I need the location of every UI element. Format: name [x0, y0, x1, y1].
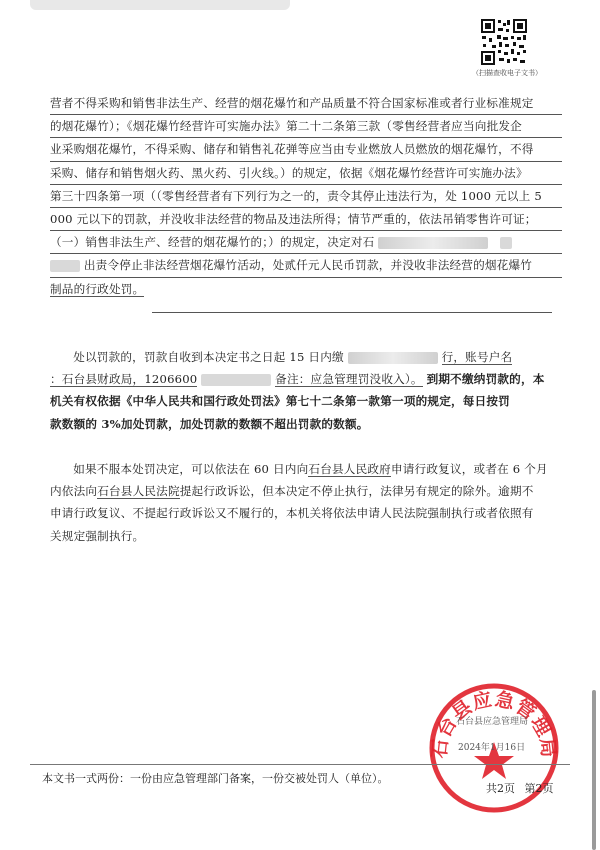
underline-rule [152, 312, 552, 313]
text-line: 机关有权依据《中华人民共和国行政处罚法》第七十二条第一款第一项的规定，每日按罚 [50, 394, 510, 409]
total-pages: 共2页 [486, 782, 515, 795]
text-line: 000 元以下的罚款，并没收非法经营的物品及违法所得；情节严重的，依法吊销零售许可证； [50, 208, 562, 231]
redacted-region [500, 237, 512, 249]
text-line: 业采购烟花爆竹，不得采购、储存和销售礼花弹等应当由专业燃放人员燃放的烟花爆竹，不得 [50, 138, 562, 161]
current-page: 第2页 [524, 782, 554, 795]
page-info [486, 780, 554, 796]
text-line: 申请行政复议、不提起行政诉讼又不履行的，本机关将依法申请人民法院强制执行或者依照有 [50, 506, 534, 521]
text-segment: 行，账号户名 [441, 350, 513, 364]
text-line [50, 368, 562, 390]
text-segment: 提起行政诉讼，但本决定不停止执行，法律另有规定的除外。逾期不 [179, 484, 534, 499]
paragraph-payment [50, 346, 562, 435]
text-segment: 到期不缴纳罚款的，本 [426, 372, 545, 387]
text-line: 第三十四条第一项（（零售经营者有下列行为之一的，责令其停止违法行为，处 1000 元以上 5 [50, 185, 562, 208]
footer-divider [30, 764, 570, 765]
text-segment: 备注：应急管理罚没收入）。 [275, 372, 423, 387]
text-segment: 石台县人民政府 [308, 462, 391, 476]
text-line: 采购、储存和销售烟火药、黑火药、引火线。）的规定，依据《烟花爆竹经营许可实施办法》 [50, 162, 562, 185]
text-segment: （一）销售非法生产、经营的烟花爆竹的；）的规定，决定对石 [50, 235, 375, 250]
text-segment: ：石台县财政局，1206600 [50, 372, 198, 387]
qr-caption: （扫描查收电子文书） [472, 69, 542, 77]
text-line [50, 278, 562, 300]
text-line [50, 254, 562, 277]
text-line: 营者不得采购和销售非法生产、经营的烟花爆竹和产品质量不符合国家标准或者行业标准规定 [50, 92, 562, 115]
text-line [50, 480, 562, 502]
text-segment: 石台县人民法院 [97, 484, 180, 499]
text-segment: 处以罚款的，罚款自收到本决定书之日起 15 日内缴 [73, 350, 344, 364]
top-scroll-indicator [30, 0, 290, 10]
scrollbar[interactable] [592, 690, 596, 850]
seal-text: 石台县应急管理局 [428, 688, 560, 760]
paragraph-penalty-basis [50, 92, 562, 300]
redacted-region [201, 374, 271, 386]
text-segment: 制品的行政处罚。 [50, 281, 145, 296]
text-line: 的烟花爆竹）；《烟花爆竹经营许可实施办法》第二十二条第三款（零售经营者应当向批发企 [50, 115, 562, 138]
text-segment: 出责令停止非法经营烟花爆竹活动，处贰仟元人民币罚款，并没收非法经营的烟花爆竹 [83, 258, 533, 273]
text-line [50, 231, 562, 254]
signer-name: 石台县应急管理局 [456, 717, 529, 727]
redacted-region [348, 352, 438, 364]
redacted-region [378, 237, 488, 249]
text-line [50, 458, 562, 480]
text-line [50, 346, 562, 368]
text-line: 关规定强制执行。 [50, 528, 145, 543]
qr-code-icon[interactable] [480, 18, 528, 66]
text-segment: 如果不服本处罚决定，可以依法在 60 日内向 [73, 462, 309, 476]
text-segment: 内依法向 [50, 484, 98, 499]
redacted-region [50, 260, 80, 272]
paragraph-appeal [50, 458, 562, 547]
issue-date: 2024年1月16日 [458, 743, 526, 753]
footer-note: 本文书一式两份：一份由应急管理部门备案，一份交被处罚人（单位）。 [42, 772, 389, 785]
text-segment: 申请行政复议，或者在 6 个月 [390, 462, 548, 476]
text-line: 款数额的 3%加处罚款，加处罚款的数额不超出罚款的数额。 [50, 416, 369, 431]
